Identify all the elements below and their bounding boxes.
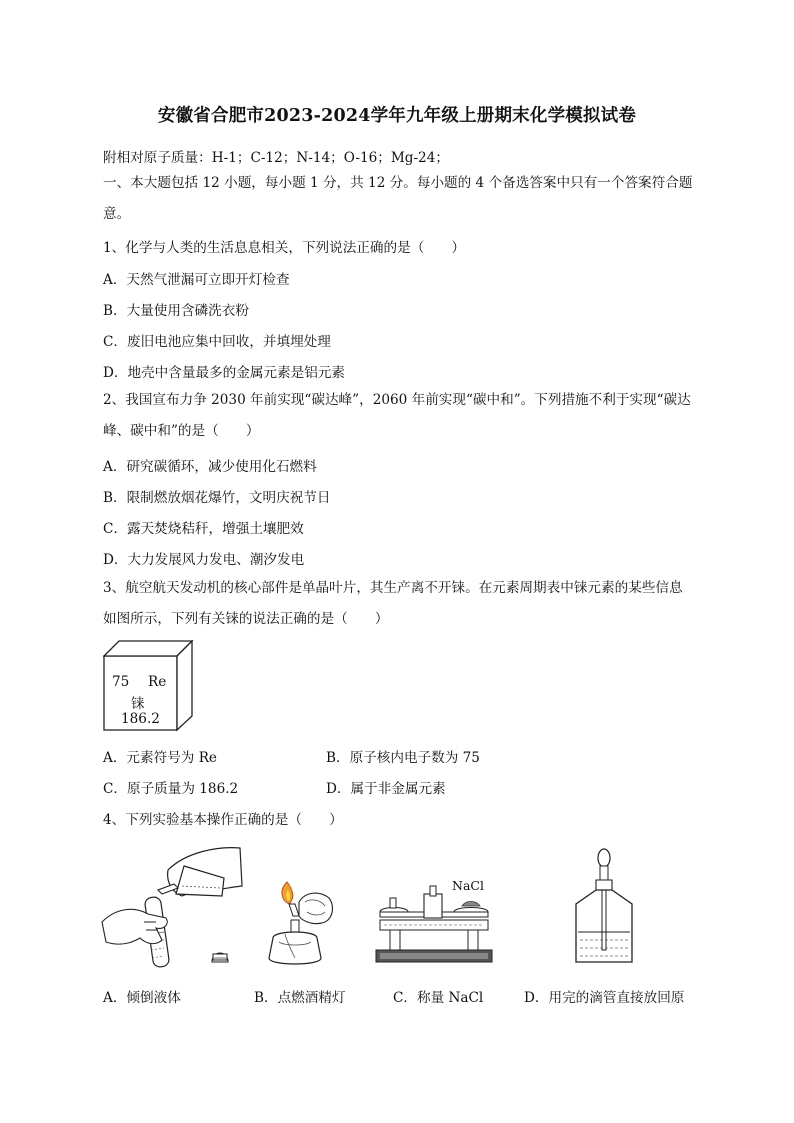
question-3-option-d: D．属于非金属元素	[326, 781, 446, 797]
question-3-option-c: C．原子质量为 186.2	[103, 781, 239, 797]
nacl-figure-label: NaCl	[452, 878, 484, 893]
question-4-figures	[100, 842, 700, 972]
section-intro: 一、本大题包括 12 小题，每小题 1 分，共 12 分。每小题的 4 个备选答案中只有一个答案符合题意。	[103, 175, 693, 222]
question-4-option-c: C．称量 NaCl	[393, 990, 484, 1006]
question-4-option-d: D．用完的滴管直接放回原	[524, 990, 685, 1006]
element-symbol: Re	[148, 674, 167, 690]
element-name: 铼	[131, 696, 145, 712]
atomic-mass-note: 附相对原子质量：H-1；C-12；N-14；O-16；Mg-24；	[103, 150, 449, 166]
pouring-liquid-illustration	[100, 842, 245, 972]
question-4-option-a: A．倾倒液体	[103, 990, 181, 1006]
question-2-stem: 2、我国宣布力争 2030 年前实现“碳达峰”，2060 年前实现“碳中和”。下列措施不利于实现“碳达峰、碳中和”的是（ ）	[103, 392, 691, 439]
question-1-option-d: D．地壳中含量最多的金属元素是铝元素	[103, 365, 345, 381]
question-4-option-b: B．点燃酒精灯	[254, 990, 346, 1006]
dropper-bottle-illustration	[572, 846, 636, 968]
alcohol-lamp-illustration	[255, 872, 340, 972]
balance-scale-illustration	[374, 872, 494, 972]
question-1-option-a: A．天然气泄漏可立即开灯检查	[103, 272, 290, 288]
question-2-option-c: C．露天焚烧秸秆，增强土壤肥效	[103, 521, 304, 537]
element-atomic-number: 75	[112, 674, 130, 690]
element-mass: 186.2	[121, 711, 160, 727]
question-3-option-b: B．原子核内电子数为 75	[326, 750, 480, 766]
question-2-option-a: A．研究碳循环，减少使用化石燃料	[103, 459, 317, 475]
question-1-option-b: B．大量使用含磷洗衣粉	[103, 303, 249, 319]
question-1-stem: 1、化学与人类的生活息息相关，下列说法正确的是（ ）	[103, 240, 466, 256]
rhenium-element-card	[103, 640, 195, 732]
question-1-option-c: C．废旧电池应集中回收，并填埋处理	[103, 334, 331, 350]
question-2-option-d: D．大力发展风力发电、潮汐发电	[103, 552, 305, 568]
question-4-stem: 4、下列实验基本操作正确的是（ ）	[103, 812, 343, 828]
question-2-option-b: B．限制燃放烟花爆竹，文明庆祝节日	[103, 490, 331, 506]
page-title: 安徽省合肥市2023-2024学年九年级上册期末化学模拟试卷	[157, 106, 637, 126]
question-3-stem: 3、航空航天发动机的核心部件是单晶叶片，其生产离不开铼。在元素周期表中铼元素的某些信息如图所示，下列有关铼的说法正确的是（ ）	[103, 580, 683, 627]
question-3-option-a: A．元素符号为 Re	[103, 750, 217, 766]
